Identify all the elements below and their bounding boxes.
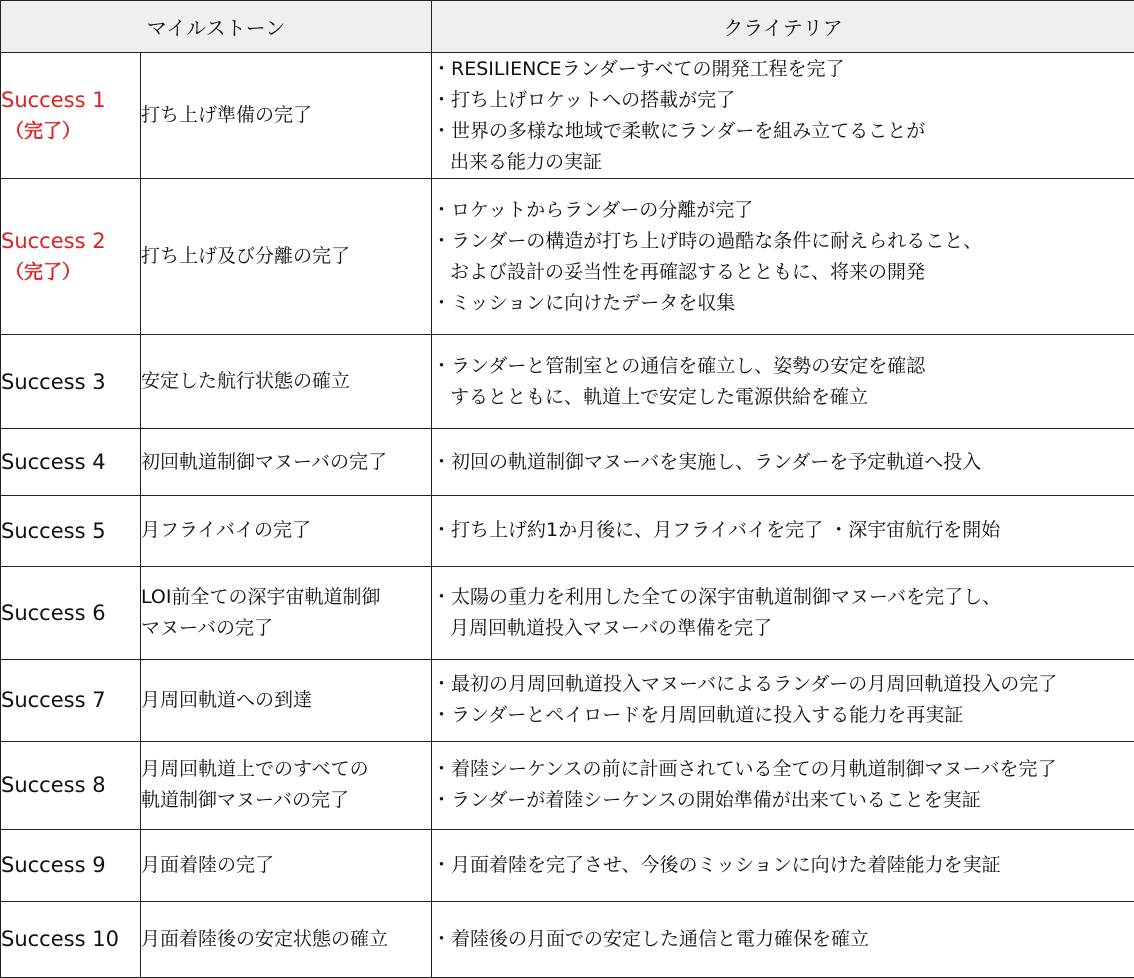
table-row: [1, 429, 1134, 496]
table-row: [1, 659, 1134, 741]
milestone-id-cell: [1, 741, 141, 829]
milestone-name: 月面着陸後の安定状態の確立: [141, 927, 389, 950]
criteria-line: 出来る能力の実証: [450, 150, 603, 173]
milestone-id: Success 4: [1, 450, 106, 475]
criteria-cell: [432, 566, 1134, 659]
milestone-id: Success 8: [1, 773, 106, 798]
milestone-name-cell: [141, 901, 432, 977]
milestone-id-cell: [1, 659, 141, 741]
milestone-name-cell: [141, 335, 432, 429]
milestone-id-cell: [1, 335, 141, 429]
criteria-line: ・ロケットからランダーの分離が完了: [432, 198, 754, 221]
milestone-id-cell: [1, 496, 141, 566]
criteria-cell: [432, 335, 1134, 429]
milestone-id: Success 7: [1, 688, 106, 713]
criteria-cell: [432, 659, 1134, 741]
criteria-cell: [432, 179, 1134, 335]
milestone-name-cell: [141, 566, 432, 659]
milestone-name: 打ち上げ準備の完了: [141, 104, 313, 127]
milestone-name-cell: [141, 429, 432, 496]
criteria-cell: [432, 901, 1134, 977]
criteria-line: ・最初の月周回軌道投入マヌーバによるランダーの月周回軌道投入の完了: [432, 673, 1058, 696]
milestone-id-cell: [1, 829, 141, 901]
milestone-name: 月面着陸の完了: [141, 853, 275, 876]
criteria-cell: [432, 829, 1134, 901]
table-row: [1, 829, 1134, 901]
criteria-line: ・ランダーと管制室との通信を確立し、姿勢の安定を確認: [432, 354, 926, 377]
milestone-id: Success 9: [1, 853, 106, 878]
criteria-line: ・ランダーの構造が打ち上げ時の過酷な条件に耐えられること、: [432, 229, 983, 252]
criteria-line: するとともに、軌道上で安定した電源供給を確立: [450, 385, 869, 408]
table-header-row: [1, 1, 1134, 53]
criteria-line: ・太陽の重力を利用した全ての深宇宙軌道制御マヌーバを完了し、: [432, 585, 1002, 608]
criteria-line: ・ランダーが着陸シーケンスの開始準備が出来ていることを実証: [432, 789, 981, 812]
milestone-id-cell: [1, 429, 141, 496]
milestone-id-cell: [1, 901, 141, 977]
table-row: [1, 179, 1134, 335]
milestone-id: Success 2: [1, 229, 106, 254]
table-row: [1, 741, 1134, 829]
milestone-id: Success 1: [1, 88, 106, 113]
milestone-status-badge: （完了）: [5, 261, 82, 284]
criteria-line: ・世界の多様な地域で柔軟にランダーを組み立てることが: [432, 119, 926, 142]
criteria-line: 月周回軌道投入マヌーバの準備を完了: [450, 616, 773, 639]
milestone-status-badge: （完了）: [5, 120, 82, 143]
criteria-line: ・着陸シーケンスの前に計画されている全ての月軌道制御マヌーバを完了: [432, 758, 1057, 781]
milestone-name-cell: [141, 179, 432, 335]
criteria-line: ・ランダーとペイロードを月周回軌道に投入する能力を再実証: [432, 704, 964, 727]
milestone-name: 安定した航行状態の確立: [141, 370, 351, 393]
milestone-name-line: 軌道制御マヌーバの完了: [141, 789, 350, 812]
criteria-cell: [432, 741, 1134, 829]
milestone-id-cell: [1, 53, 141, 179]
milestone-name-cell: [141, 659, 432, 741]
milestone-id: Success 5: [1, 518, 106, 543]
criteria-line: ・ミッションに向けたデータを収集: [432, 291, 736, 314]
criteria-column-header: クライテリア: [432, 1, 1134, 53]
table-row: [1, 53, 1134, 179]
milestone-name: 月フライバイの完了: [141, 519, 312, 542]
milestone-name-line: マヌーバの完了: [141, 616, 274, 639]
milestone-name-line: 月周回軌道上でのすべての: [141, 758, 369, 781]
milestone-id: Success 3: [1, 369, 106, 394]
milestone-name: 初回軌道制御マヌーバの完了: [141, 450, 388, 473]
criteria-line: ・月面着陸を完了させ、今後のミッションに向けた着陸能力を実証: [432, 853, 1001, 876]
milestone-column-header: マイルストーン: [1, 1, 432, 53]
criteria-line: ・初回の軌道制御マヌーバを実施し、ランダーを予定軌道へ投入: [432, 450, 982, 473]
criteria-line: ・RESILIENCEランダーすべての開発工程を完了: [432, 57, 845, 80]
milestone-id: Success 6: [1, 600, 106, 625]
milestone-name-cell: [141, 741, 432, 829]
criteria-cell: [432, 53, 1134, 179]
milestone-name: 月周回軌道への到達: [141, 688, 313, 711]
criteria-cell: [432, 496, 1134, 566]
milestone-name-cell: [141, 53, 432, 179]
milestone-name: 打ち上げ及び分離の完了: [141, 245, 351, 268]
table-row: [1, 496, 1134, 566]
milestone-name-cell: [141, 496, 432, 566]
table-row: [1, 901, 1134, 977]
table-row: [1, 566, 1134, 659]
milestone-id-cell: [1, 566, 141, 659]
milestone-id-cell: [1, 179, 141, 335]
criteria-line: ・打ち上げ約1か月後に、月フライバイを完了 ・深宇宙航行を開始: [432, 519, 1001, 542]
milestone-name-cell: [141, 829, 432, 901]
criteria-line: ・打ち上げロケットへの搭載が完了: [432, 88, 736, 111]
table-row: [1, 335, 1134, 429]
milestone-name-line: LOI前全ての深宇宙軌道制御: [141, 585, 381, 608]
milestone-id: Success 10: [1, 927, 119, 952]
criteria-line: ・着陸後の月面での安定した通信と電力確保を確立: [432, 927, 870, 950]
criteria-line: および設計の妥当性を再確認するとともに、将来の開発: [450, 260, 926, 283]
criteria-cell: [432, 429, 1134, 496]
